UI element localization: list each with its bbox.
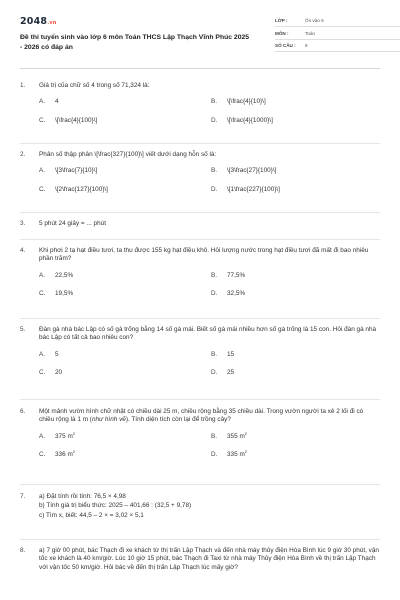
question-8: 8. a) 7 giờ 00 phút, bác Thạch đi xe khách từ thị trấn Lập Thạch và đến nhà máy thủy điện Hòa Bình lúc 9 giờ 30 phút, vận tốc xe khách là 40 km/giờ. Lúc 10 giờ 15 phút, bác Thạch đi Taxi từ nhà máy Thủy điện Hòa Bình về thị trấn Lập Thạch với vận tốc 50 km/giờ. Hỏi bác về đến thị trấn Lập Thạch lúc mấy giờ?: [20, 547, 379, 571]
option-c[interactable]: C. \[2\frac{127}{100}\]: [39, 185, 108, 193]
question-separator: [20, 212, 380, 213]
option-d[interactable]: D. \[1\frac{227}{100}\]: [211, 185, 280, 193]
option-d[interactable]: D. 335 $m^2$: [211, 448, 247, 458]
option-d[interactable]: D. \[\frac{4}{1000}\]: [211, 116, 273, 124]
answer-options: [39, 98, 380, 125]
answer-options: [39, 351, 380, 378]
option-b[interactable]: B. \[\frac{4}{10}\]: [211, 98, 266, 106]
question-1: 1. Giá trị của chữ số 4 trong số 71,324 là: A. 4 B. \[\frac{4}{10}\] C. \[\frac{4}{100}\] D. \[\frac{4}{1000}\]: [20, 82, 380, 125]
option-b[interactable]: B. 15: [211, 350, 235, 358]
question-3: 3. 5 phút 24 giây = ... phút: [20, 220, 106, 227]
question-separator: [20, 484, 380, 485]
option-d[interactable]: D. 32,5%: [211, 289, 246, 297]
question-4: 4. Khi phơi 2 tạ hạt điều tươi, ta thu được 155 kg hạt điều khô. Hỏi lượng nước trong hạt điều tươi đã mất đi bao nhiêu phần trăm? A. 22,5% B. 77,5% C. 19,5% D. 32,5%: [20, 247, 380, 298]
question-6: 6. Một mảnh vườn hình chữ nhật có chiều dài 25 m, chiều rộng bằng 35 chiều dài. Trong vườn người ta xẻ 2 lối đi có chiều rộng là 1 m (như hình vẽ). Tính diện tích còn lại để trồng cây? A. 375 $m^2$ B. 355 $m^2$ C. 336 $m^2$ D. 335 $m^2$: [20, 408, 380, 459]
option-a[interactable]: A. 375 $m^2$: [39, 430, 75, 440]
question-7: 7. a) Đặt tính rồi tính: 76,5 × 4,98 b) Tính giá trị biểu thức: 2025 – 401,66 : (32,5 + 9,78) c) Tìm x, biết: 44,5 – 2 × = 3,02 × 5,1: [20, 493, 192, 519]
question-separator: [20, 143, 380, 144]
option-c[interactable]: C. \[\frac{4}{100}\]: [39, 116, 98, 124]
question-separator: [20, 318, 380, 319]
question-5: 5. Đàn gà nhà bác Lập có số gà trống bằng 14 số gà mái. Biết số gà mái nhiều hơn số gà trống là 15 con. Hỏi đàn gà nhà bác Lập có tất cả bao nhiêu con? A. 5 B. 15 C. 20 D. 25: [20, 326, 380, 377]
question-2: 2. Phân số thập phân \[\frac{327}{100}\] viết dưới dạng hỗn số là: A. \[3\frac{7}{10}\] B. \[3\frac{27}{100}\] C. \[2\frac{127}{100}\] D. \[1\frac{227}{100}\]: [20, 151, 380, 194]
site-logo[interactable]: 2048.vn: [20, 16, 57, 27]
option-b[interactable]: B. \[3\frac{27}{100}\]: [211, 167, 277, 175]
meta-grade: LỚP : Ôn vào 6: [275, 16, 400, 27]
option-a[interactable]: A. 5: [39, 350, 59, 358]
option-c[interactable]: C. 19,5%: [39, 289, 74, 297]
option-b[interactable]: B. 77,5%: [211, 271, 246, 279]
answer-options: [39, 272, 380, 299]
option-c[interactable]: C. 20: [39, 368, 63, 376]
question-separator: [20, 399, 380, 400]
meta-question-count: SỐ CÂU : 9: [275, 41, 400, 52]
option-b[interactable]: B. 355 $m^2$: [211, 430, 247, 440]
option-a[interactable]: A. \[3\frac{7}{10}\]: [39, 167, 98, 175]
exam-meta: [275, 16, 400, 54]
document-header: [20, 0, 380, 66]
option-a[interactable]: A. 4: [39, 98, 59, 106]
question-separator: [20, 239, 380, 240]
question-separator: [20, 539, 380, 540]
option-c[interactable]: C. 336 $m^2$: [39, 448, 75, 458]
option-a[interactable]: A. 22,5%: [39, 271, 74, 279]
header-divider: [20, 68, 380, 69]
answer-options: [39, 167, 380, 194]
meta-subject: MÔN : Toán: [275, 29, 400, 40]
page-title: Đề thi tuyển sinh vào lớp 6 môn Toán THCS Lập Thạch Vĩnh Phúc 2025 - 2026 có đáp án: [20, 34, 250, 51]
option-d[interactable]: D. 25: [211, 368, 235, 376]
